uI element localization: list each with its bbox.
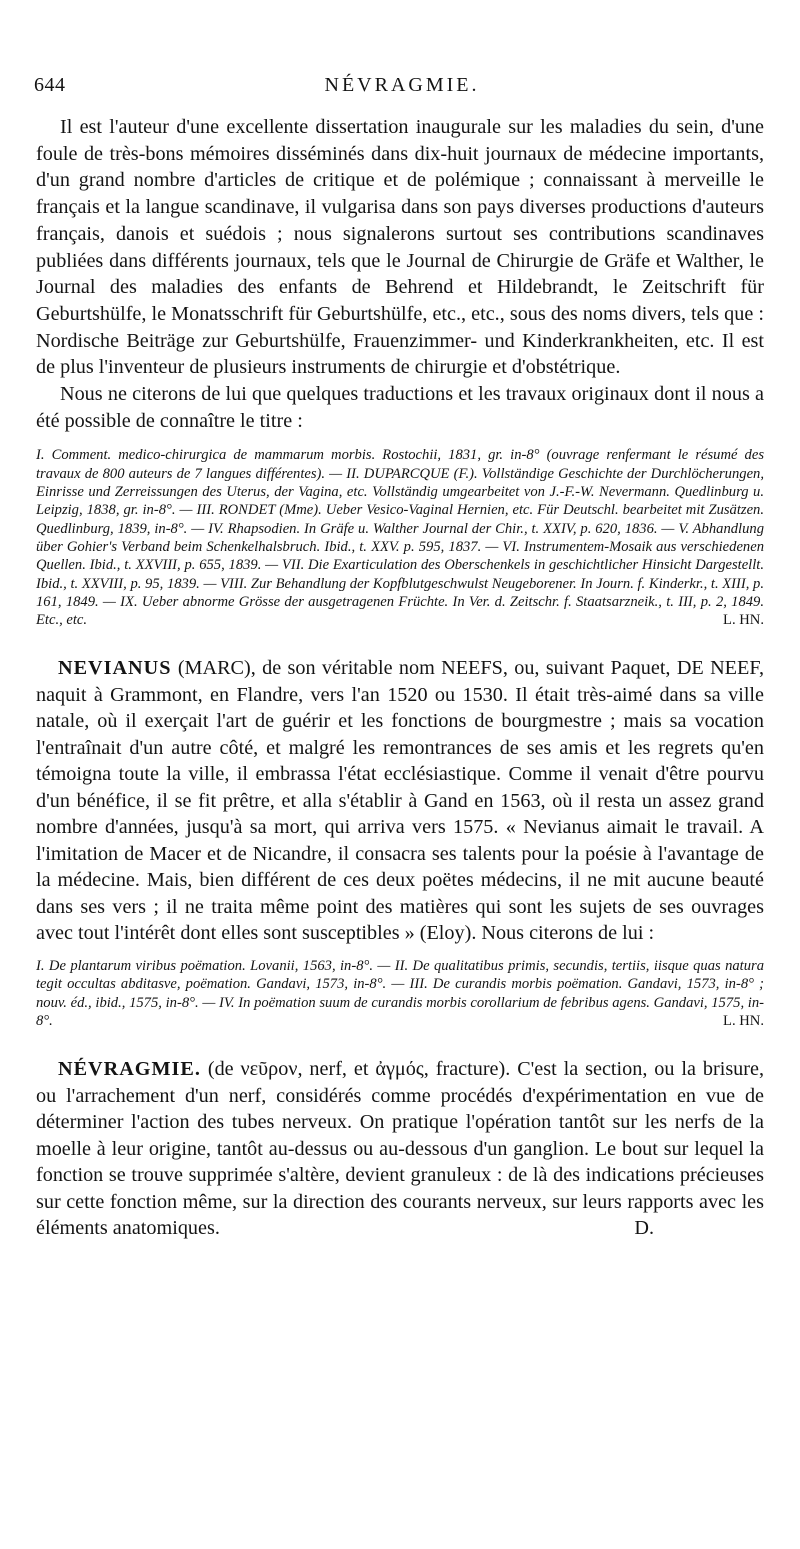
signature: L. HN. <box>723 612 764 629</box>
bibliography-text: I. De plantarum viribus poëmation. Lovanii, 1563, in-8°. — II. De qualitatibus primis, secundis, tertiis, iisque quas natura tegit occultas abditasve, poëmation. Gandavi, 1573, in-8°. — III. De curandis morbis poëmation. Gandavi, 1573, in-8° ; nouv. éd., ibid., 1575, in-8°. — IV. In poëmation suum de curandis morbis corollarium de febribus agens. Gandavi, 1575, in-8°. <box>36 957 764 1029</box>
page-header <box>34 74 770 104</box>
paragraph-author-works: Il est l'auteur d'une excellente dissertation inaugurale sur les maladies du sein, d'une foule de très-bons mémoires disséminés dans dix-huit journaux de médecine importants, d'un grand nombre d'articles de critique et de polémique ; connaissant à merveille le français et la langue scandinave, il vulgarisa dans son pays diverses productions d'auteurs français, danois et suédois ; nous signalerons surtout ses contributions scandinaves publiées dans différents journaux, tels que le Journal de Chirurgie de Gräfe et Walther, le Journal des maladies des enfants de Behrend et Hildebrandt, le Zeitschrift für Geburtshülfe, le Monatsschrift für Geburtshülfe, etc., etc., sous des noms divers, tels que : Nordische Beiträge zur Geburtshülfe, Frauenzimmer- und Kinderkrankheiten, etc. Il est de plus l'inventeur de plusieurs instruments de chirurgie et d'obstétrique. <box>36 116 764 379</box>
entry-text: (MARC), de son véritable nom NEEFS, ou, suivant Paquet, DE NEEF, naquit à Grammont, en Flandre, vers l'an 1520 ou 1530. Il était très-aimé dans sa ville natale, où il exerçait l'art de guérir et les fonctions de bourgmestre ; mais sa vocation l'entraînait d'un autre côté, et malgré les remontrances de ses amis et les regrets qu'en témoigna toute la ville, il embrassa l'état ecclésiastique. Comme il venait d'être pourvu d'un bénéfice, il se fit prêtre, et alla s'établir à Gand en 1563, où il resta un assez grand nombre d'années, jusqu'à sa mort, qui arriva vers 1575. « Nevianus aimait le travail. A l'imitation de Macer et de Nicandre, il consacra ses talents pour la poésie à l'avantage de la médecine. Mais, bien différent de ces deux poëtes médecins, il ne mit aucune beauté dans ses vers ; il ne traita même point des matières qui sont les sujets de ses ouvrages avec tout l'intérêt dont elles sont susceptibles » (Eloy). Nous citerons de lui : <box>36 657 764 945</box>
bibliography-list <box>36 446 764 629</box>
entry-separator <box>36 1030 764 1056</box>
page-body <box>36 114 764 1242</box>
signature: L. HN. <box>723 1012 764 1029</box>
entry-headword: NÉVRAGMIE. <box>58 1058 201 1081</box>
entry-headword: NEVIANUS <box>58 657 172 680</box>
signature: D. <box>634 1217 654 1240</box>
entry-text: (de νεῦρον, nerf, et ἀγμός, fracture). C'est la section, ou la brisure, ou l'arrachement d'un nerf, considérés comme procédés d'expérimentation en vue de déterminer l'action des tubes nerveux. On pratique l'opération tantôt sur les nerfs de la moelle à leur origine, tantôt au-dessus ou au-dessous d'un ganglion. Le bout sur lequel la fonction se trouve supprimée s'altère, devient granuleux : de là des indications précieuses sur cette fonction même, sur la direction des courants nerveux, sur leurs rapports avec les éléments anatomiques. <box>36 1058 765 1240</box>
bibliography-list <box>36 957 764 1030</box>
paragraph-citation-intro: Nous ne citerons de lui que quelques traductions et les travaux originaux dont il nous a été possible de connaître le titre : <box>36 383 764 432</box>
bibliography-text: I. Comment. medico-chirurgica de mammarum morbis. Rostochii, 1831, gr. in-8° (ouvrage renfermant le résumé des travaux de 800 auteurs de 7 langues différentes). — II. DUPARCQUE (F.). Vollständige Geschichte der Durchlöcherungen, Einrisse und Zerreissungen des Uterus, der Vagina, etc. Vollständig umgearbeitet von J.-F.-W. Nevermann. Quedlinburg u. Leipzig, 1838, gr. in-8°. — III. RONDET (Mme). Ueber Vesico-Vaginal Hernien, etc. Für Deutschl. bearbeitet mit Zusätzen. Quedlinburg, 1839, in-8°. — IV. Rhapsodien. In Gräfe u. Walther Journal der Chir., t. XXIV, p. 620, 1836. — V. Abhandlung über Gohier's Verband beim Schenkelhalsbruch. Ibid., t. XXV. p. 595, 1837. — VI. Instrumentem-Mosaik aus verschiedenen Quellen. Ibid., t. XXVIII, p. 655, 1839. — VII. Die Exarticulation des Oberschenkels in geschichtlicher Hinsicht Dargestellt. Ibid., t. XXVIII, p. 95, 1839. — VIII. Zur Behandlung der Kopfblutgeschwulst Neugeborener. In Journ. f. Kinderkr., t. XIII, p. 161, 1849. — IX. Ueber abnorme Grösse der ausgetragenen Früchte. In Ver. d. Zeitschr. f. Staatsarzneik., t. III, p. 2, 1849. Etc., etc. <box>36 447 764 629</box>
running-title: NÉVRAGMIE. <box>324 74 480 96</box>
entry-nevragmie <box>36 1056 764 1242</box>
entry-separator <box>36 629 764 655</box>
entry-nevianus <box>36 655 764 947</box>
page-number: 644 <box>34 74 66 96</box>
